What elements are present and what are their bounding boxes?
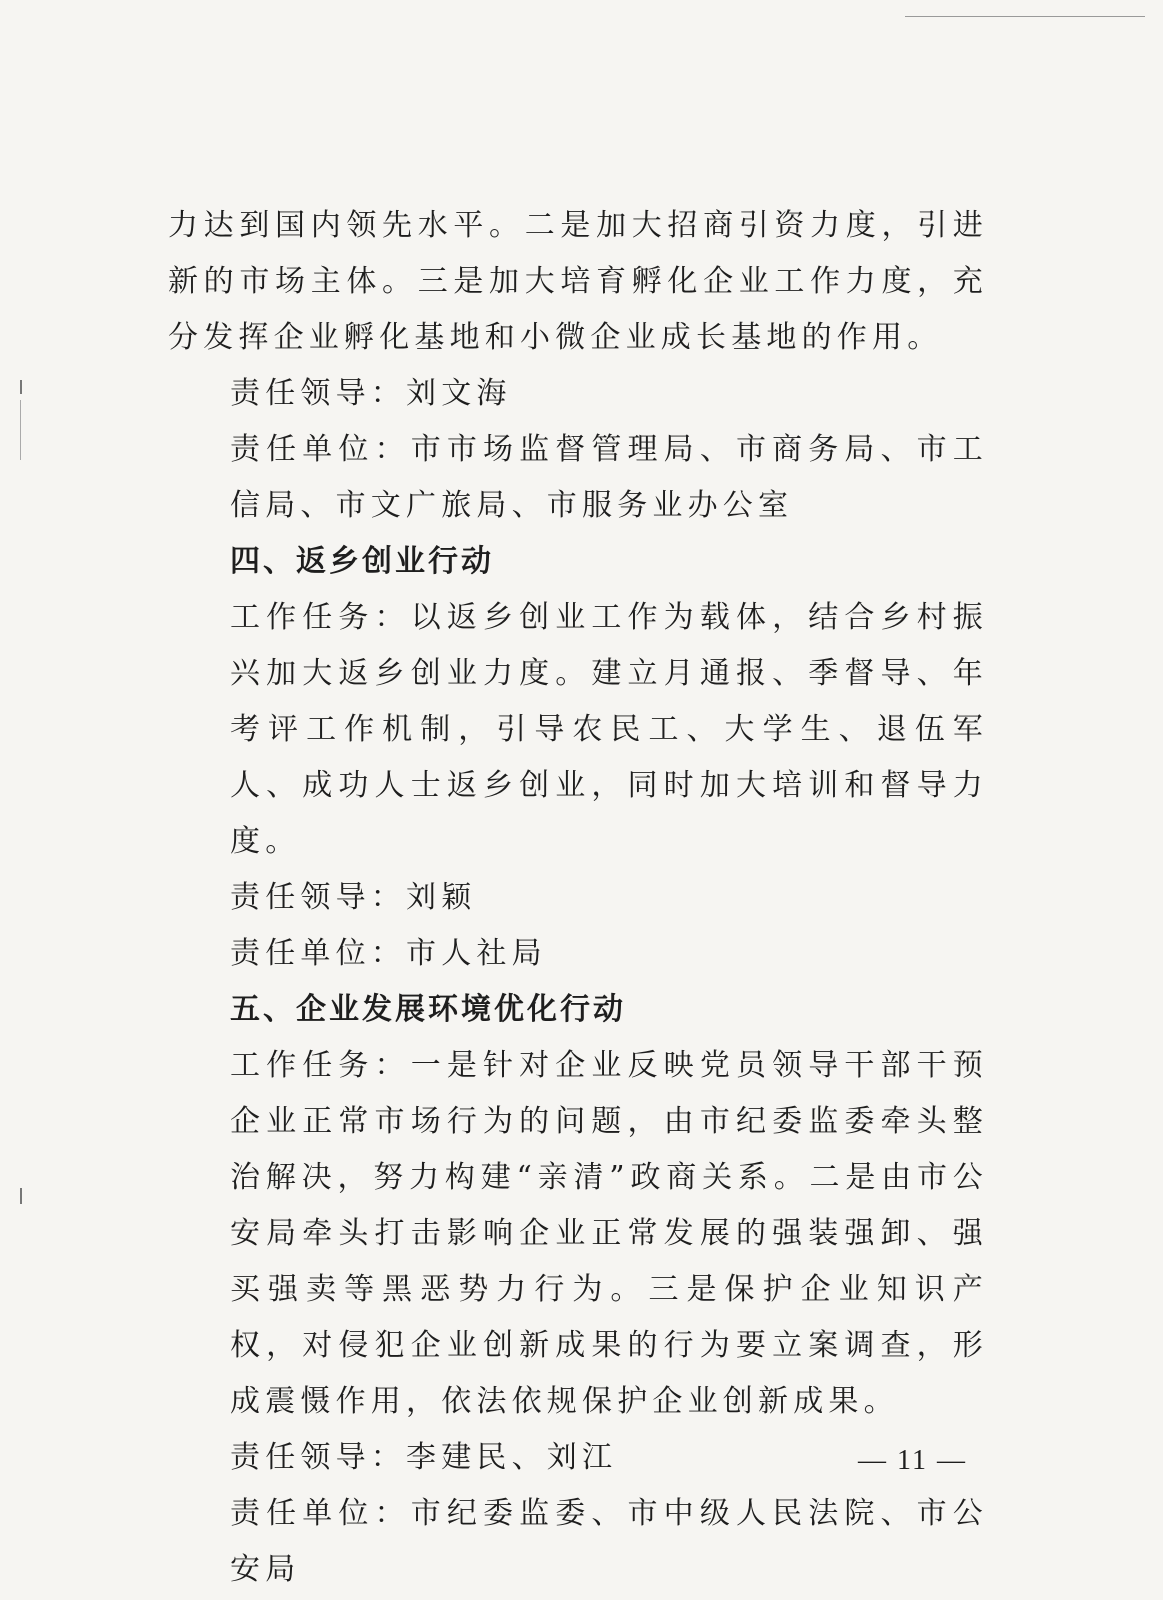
field-label: 责任单位：: [230, 1496, 411, 1531]
field-value: 以返乡创业工作为载体，结合乡村振兴加大返乡创业力度。建立月通报、季督导、年考评工作机制，引导农民工、大学生、退伍军人、成功人士返乡创业，同时加大培训和督导力度。: [230, 600, 989, 859]
field-label: 工作任务：: [230, 1048, 411, 1083]
responsible-leader-line: [168, 870, 988, 926]
top-edge-rule: [905, 16, 1145, 17]
section-heading: 五、企业发展环境优化行动: [230, 992, 626, 1027]
responsible-unit-line: [168, 926, 988, 982]
section-heading: 四、返乡创业行动: [230, 544, 494, 579]
work-task-paragraph: [168, 590, 988, 870]
field-label: 责任领导：: [230, 1440, 406, 1475]
field-value: 市人社局: [406, 936, 547, 971]
page-number: — 11 —: [858, 1445, 967, 1476]
field-value: 市纪委监委、市中级人民法院、市公安局: [230, 1496, 989, 1587]
field-value: 市市场监督管理局、市商务局、市工信局、市文广旅局、市服务业办公室: [230, 432, 989, 523]
field-value: 李建民、刘江: [406, 1440, 618, 1475]
binding-mark: [20, 1188, 22, 1204]
binding-mark: [20, 380, 22, 394]
paragraph: 力达到国内领先水平。二是加大招商引资力度，引进新的市场主体。三是加大培育孵化企业工作力度，充分发挥企业孵化基地和小微企业成长基地的作用。: [168, 208, 988, 355]
work-task-paragraph: [168, 1038, 988, 1430]
responsible-unit-line: [168, 422, 988, 534]
field-value: 一是针对企业反映党员领导干部干预企业正常市场行为的问题，由市纪委监委牵头整治解决，努力构建“亲清”政商关系。二是由市公安局牵头打击影响企业正常发展的强装强卸、强买强卖等黑恶势力行为。三是保护企业知识产权，对侵犯企业创新成果的行为要立案调查，形成震慑作用，依法依规保护企业创新成果。: [230, 1048, 989, 1419]
responsible-unit-line: [168, 1486, 988, 1598]
field-value: 刘文海: [406, 376, 512, 411]
body-text: [168, 198, 988, 1598]
field-label: 责任领导：: [230, 880, 406, 915]
field-label: 工作任务：: [230, 600, 411, 635]
field-label: 责任领导：: [230, 376, 406, 411]
field-label: 责任单位：: [230, 936, 406, 971]
field-value: 刘颖: [406, 880, 477, 915]
responsible-leader-line: [168, 366, 988, 422]
binding-mark: [20, 400, 21, 460]
field-label: 责任单位：: [230, 432, 411, 467]
